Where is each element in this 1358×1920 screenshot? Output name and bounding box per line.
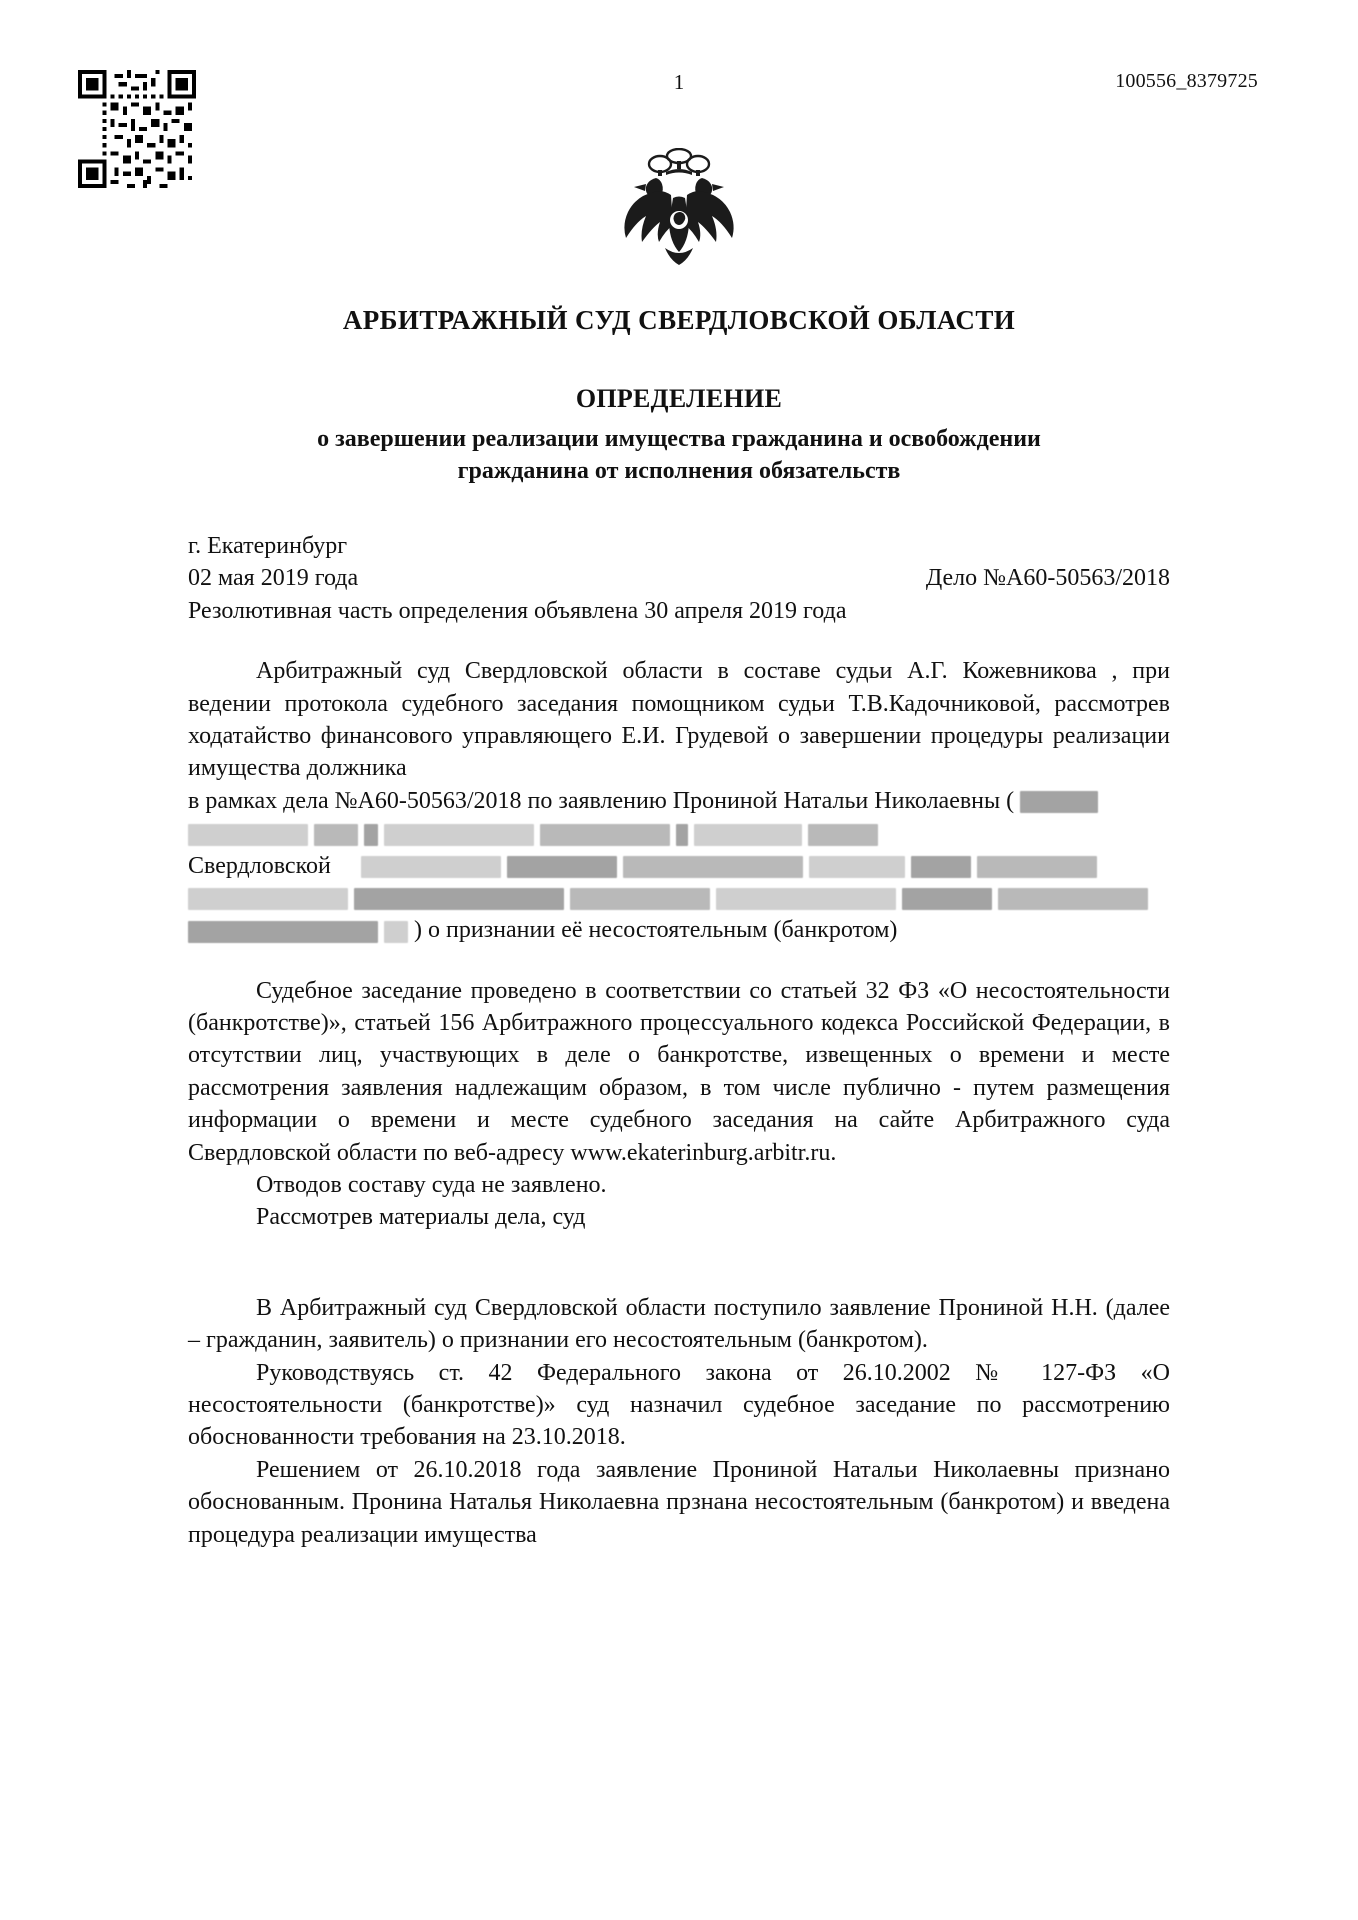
redaction-bar [188, 921, 378, 943]
redaction-bar [676, 824, 688, 846]
resolution-announced-note: Резолютивная часть определения объявлена 30 апреля 2019 года [188, 597, 847, 624]
redacted-applicant-block [188, 785, 1170, 947]
redaction-bar [361, 856, 501, 878]
redaction-bar [188, 824, 308, 846]
redaction-bar [998, 888, 1148, 910]
paragraph-no-challenges: Отводов составу суда не заявлено. [256, 1172, 607, 1199]
paragraph-reviewed-materials: Рассмотрев материалы дела, суд [256, 1204, 586, 1231]
paragraph-applicant-intro: в рамках дела №А60-50563/2018 по заявлению Прониной Натальи Николаевны ( [188, 787, 1015, 814]
redaction-bar [384, 824, 534, 846]
document-body [188, 530, 1170, 1551]
document-subtitle-line-2: гражданина от исполнения обязательств [457, 457, 901, 484]
paragraph-applicant-tail: ) о признании её несостоятельным (банкротом) [414, 917, 898, 944]
redaction-bar [911, 856, 971, 878]
redaction-bar [1020, 791, 1098, 813]
redaction-bar [507, 856, 617, 878]
redaction-bar [364, 824, 378, 846]
redaction-bar [384, 921, 408, 943]
redaction-bar [902, 888, 992, 910]
redaction-bar [623, 856, 803, 878]
paragraph-hearing-procedure: Судебное заседание проведено в соответствии со статьей 32 ФЗ «О несостоятельности (банкротстве)», статьей 156 Арбитражного процессуального кодекса Российской Федерации, в отсутствии лиц, участвующих в деле о банкротстве, извещенных о времени и месте рассмотрения заявления надлежащим образом, в том числе публично - путем размещения информации о времени и месте судебного заседания на сайте Арбитражного суда Свердловской области по веб-адресу www.ekaterinburg.arbitr.ru. [188, 977, 1170, 1166]
redaction-bar [977, 856, 1097, 878]
word-sverdlovskoy: Свердловской [188, 852, 331, 879]
document-code: 100556_8379725 [1115, 70, 1258, 92]
paragraph-composition: Арбитражный суд Свердловской области в составе судьи А.Г. Кожевникова , при ведении протокола судебного заседания помощником судьи Т.В.Кадочниковой, рассмотрев ходатайство финансового управляющего Е.И. Грудевой о завершении процедуры реализации имущества должника [188, 658, 1170, 782]
city-label: г. Екатеринбург [188, 533, 348, 559]
paragraph-law-reference: Руководствуясь ст. 42 Федерального закона от 26.10.2002 № 127-ФЗ «О несостоятельности (банкротстве)» суд назначил судебное заседание по рассмотрению обоснованности требования на 23.10.2018. [188, 1359, 1170, 1451]
redaction-bar [808, 824, 878, 846]
paragraph-decision: Решением от 26.10.2018 года заявление Прониной Натальи Николаевны признано обоснованным. Пронина Наталья Николаевна прзнана несостоятельным (банкротом) и введена процедура реализации имущества [188, 1456, 1170, 1548]
document-date: 02 мая 2019 года [188, 565, 359, 592]
document-subtitle-line-1: о завершении реализации имущества гражданина и освобождении [317, 426, 1041, 452]
redaction-bar [716, 888, 896, 910]
paragraph-application-received: В Арбитражный суд Свердловской области поступило заявление Прониной Н.Н. (далее – гражданин, заявитель) о признании его несостоятельным (банкротом). [188, 1294, 1170, 1354]
coat-of-arms-icon [0, 148, 1358, 273]
document-type: ОПРЕДЕЛЕНИЕ [575, 384, 783, 413]
redaction-bar [570, 888, 710, 910]
redaction-bar [354, 888, 564, 910]
page-number: 1 [673, 70, 685, 94]
redaction-bar [540, 824, 670, 846]
court-name: АРБИТРАЖНЫЙ СУД СВЕРДЛОВСКОЙ ОБЛАСТИ [342, 305, 1016, 335]
redaction-bar [694, 824, 802, 846]
case-number: Дело №А60-50563/2018 [925, 565, 1170, 592]
document-titles [0, 305, 1358, 487]
redaction-bar [314, 824, 358, 846]
date-case-row [188, 562, 1170, 594]
redaction-bar [809, 856, 905, 878]
redaction-bar [188, 888, 348, 910]
